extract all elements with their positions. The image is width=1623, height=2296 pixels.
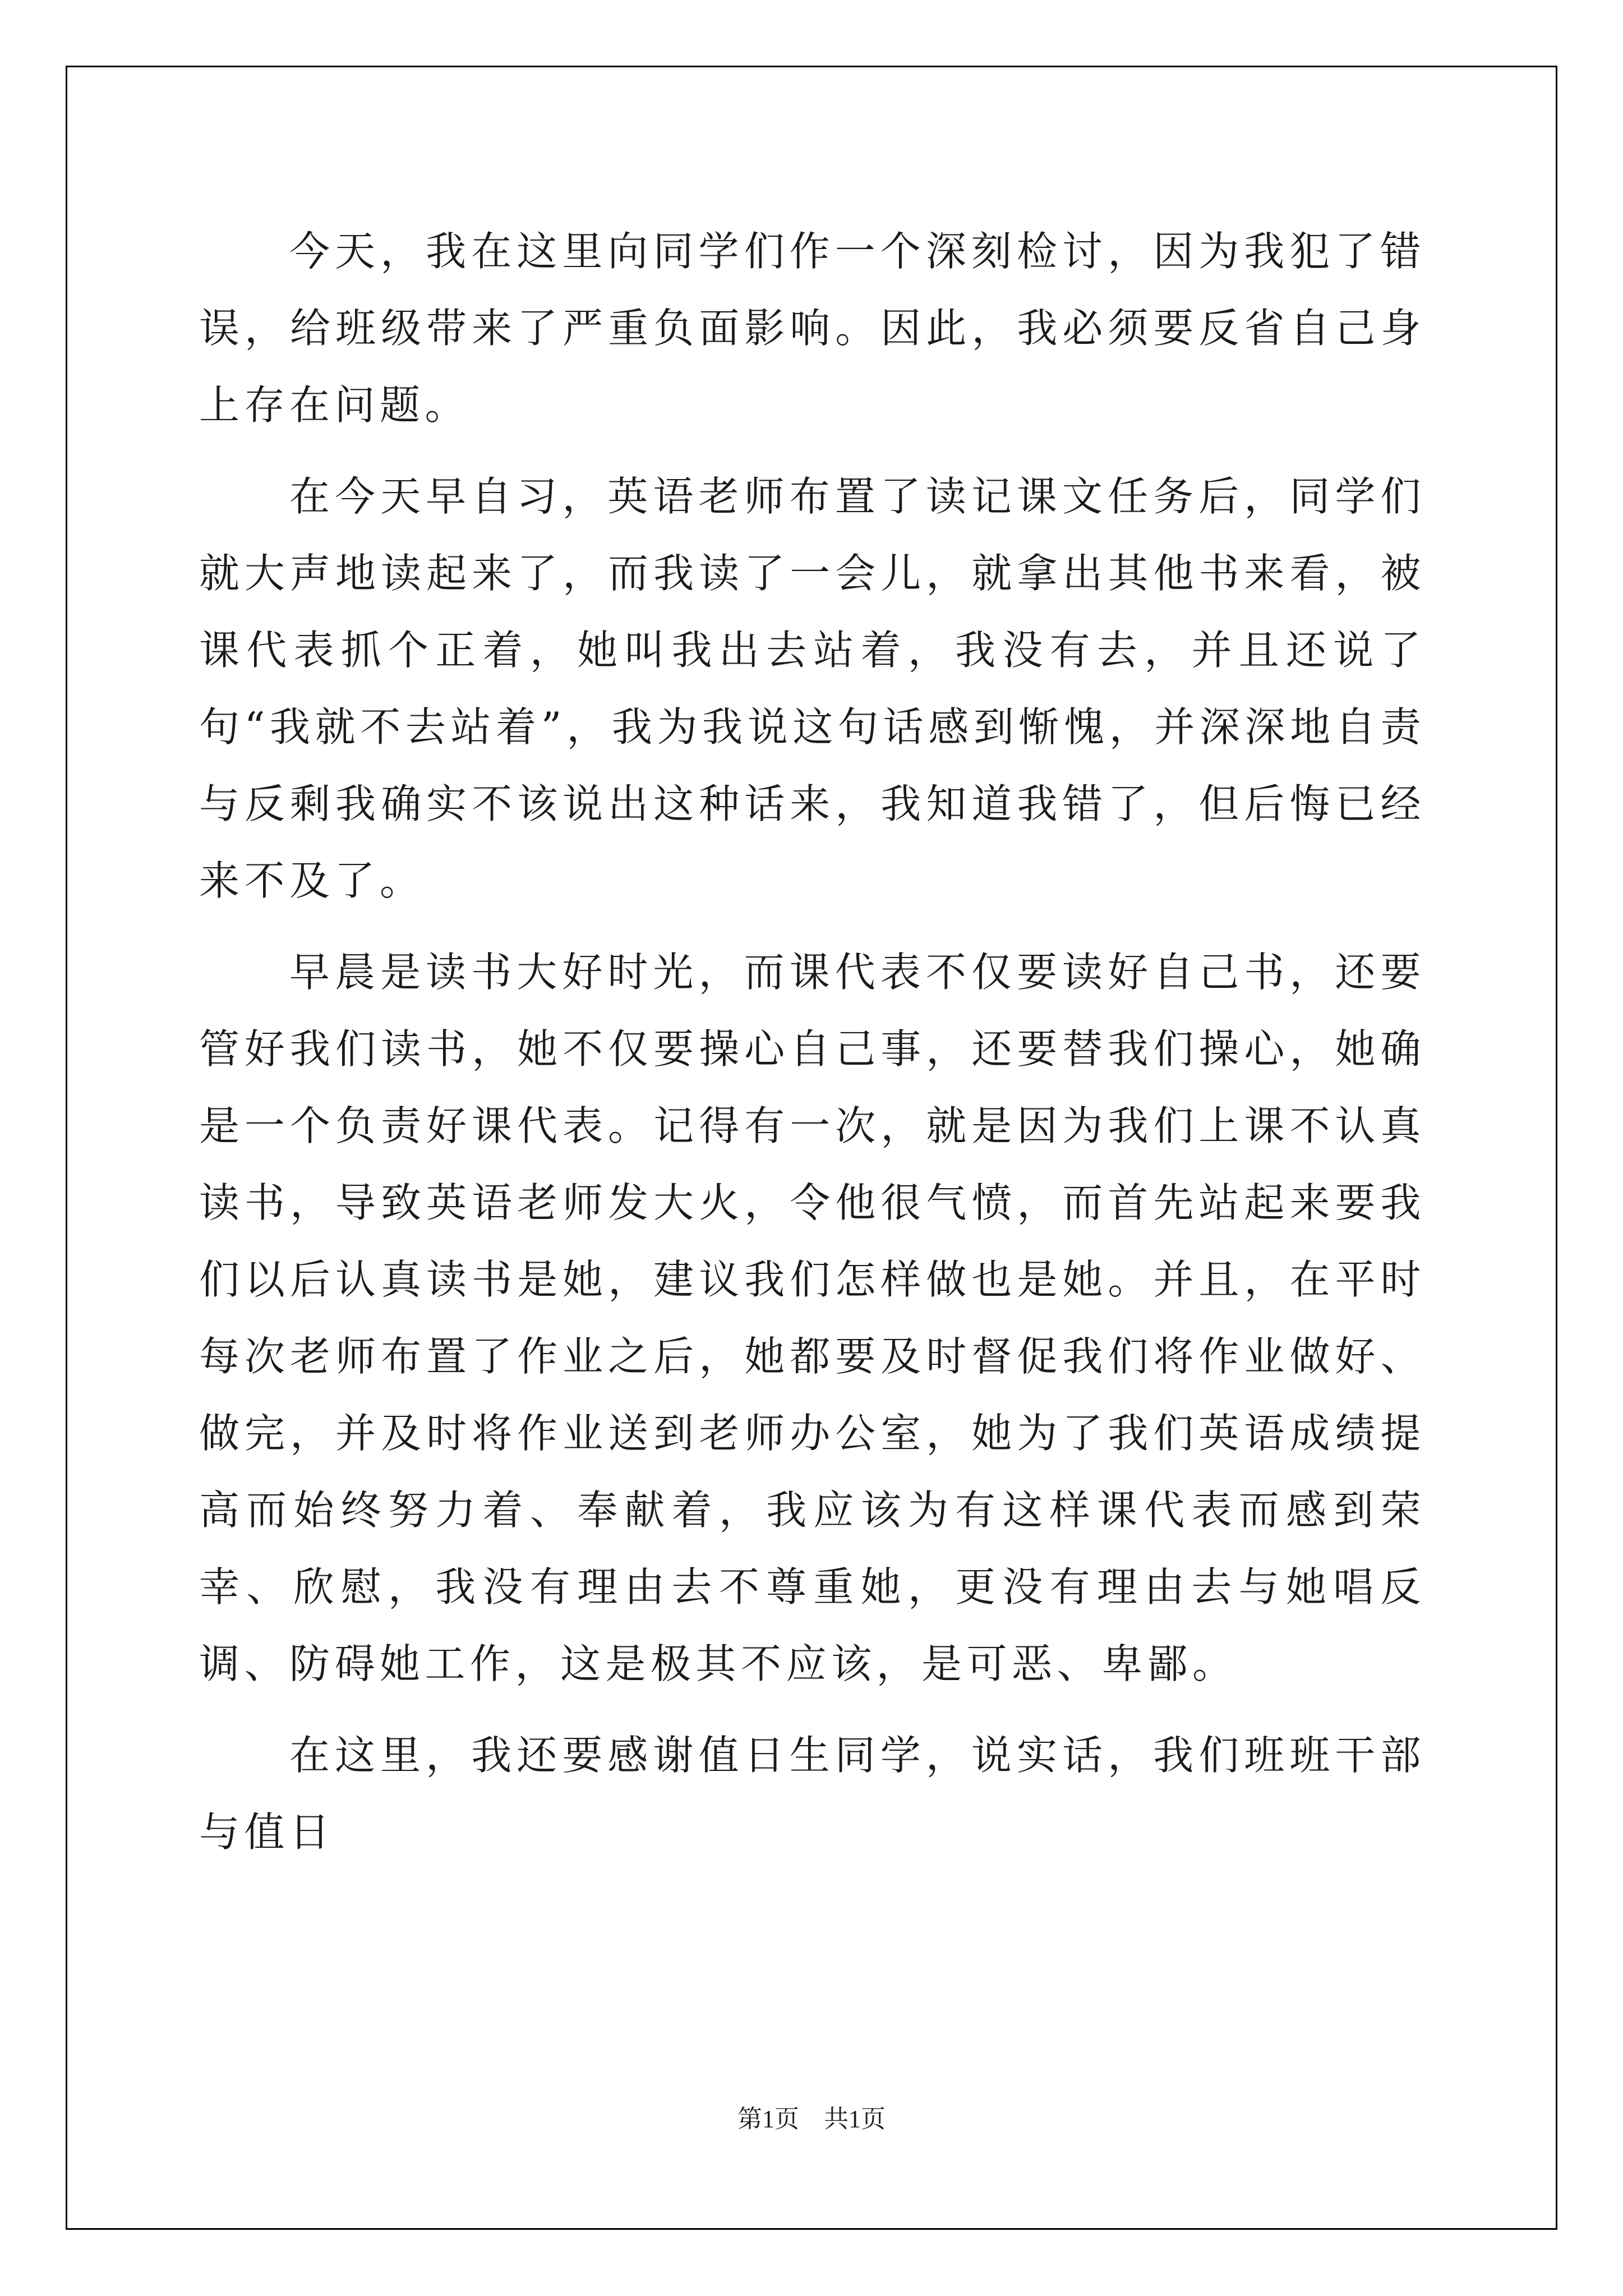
paragraph-2: 在今天早自习，英语老师布置了读记课文任务后，同学们就大声地读起来了，而我读了一会儿，就拿出其他书来看，被课代表抓个正着，她叫我出去站着，我没有去，并且还说了句“我就不去站着”，我为我说这句话感到惭愧，并深深地自责与反剩我确实不该说出这种话来，我知道我错了，但后悔已经来不及了。 bbox=[199, 473, 1426, 904]
paragraph-3: 早晨是读书大好时光，而课代表不仅要读好自己书，还要管好我们读书，她不仅要操心自己事，还要替我们操心，她确是一个负责好课代表。记得有一次，就是因为我们上课不认真读书，导致英语老师发大火，令他很气愤，而首先站起来要我们以后认真读书是她，建议我们怎样做也是她。并且，在平时每次老师布置了作业之后，她都要及时督促我们将作业做好、做完，并及时将作业送到老师办公室，她为了我们英语成绩提高而始终努力着、奉献着，我应该为有这样课代表而感到荣幸、欣慰，我没有理由去不尊重她，更没有理由去与她唱反调、防碍她工作，这是极其不应该，是可恶、卑鄙。 bbox=[199, 949, 1426, 1687]
paragraph-1: 今天，我在这里向同学们作一个深刻检讨，因为我犯了错误，给班级带来了严重负面影响。因此，我必须要反省自己身上存在问题。 bbox=[199, 228, 1426, 429]
page-total: 共1页 bbox=[824, 2105, 886, 2133]
page-number: 第1页 bbox=[737, 2105, 799, 2133]
paragraph-4: 在这里，我还要感谢值日生同学，说实话，我们班班干部与值日 bbox=[199, 1732, 1426, 1856]
page-footer bbox=[0, 2099, 1623, 2134]
document-body bbox=[199, 213, 1426, 1871]
